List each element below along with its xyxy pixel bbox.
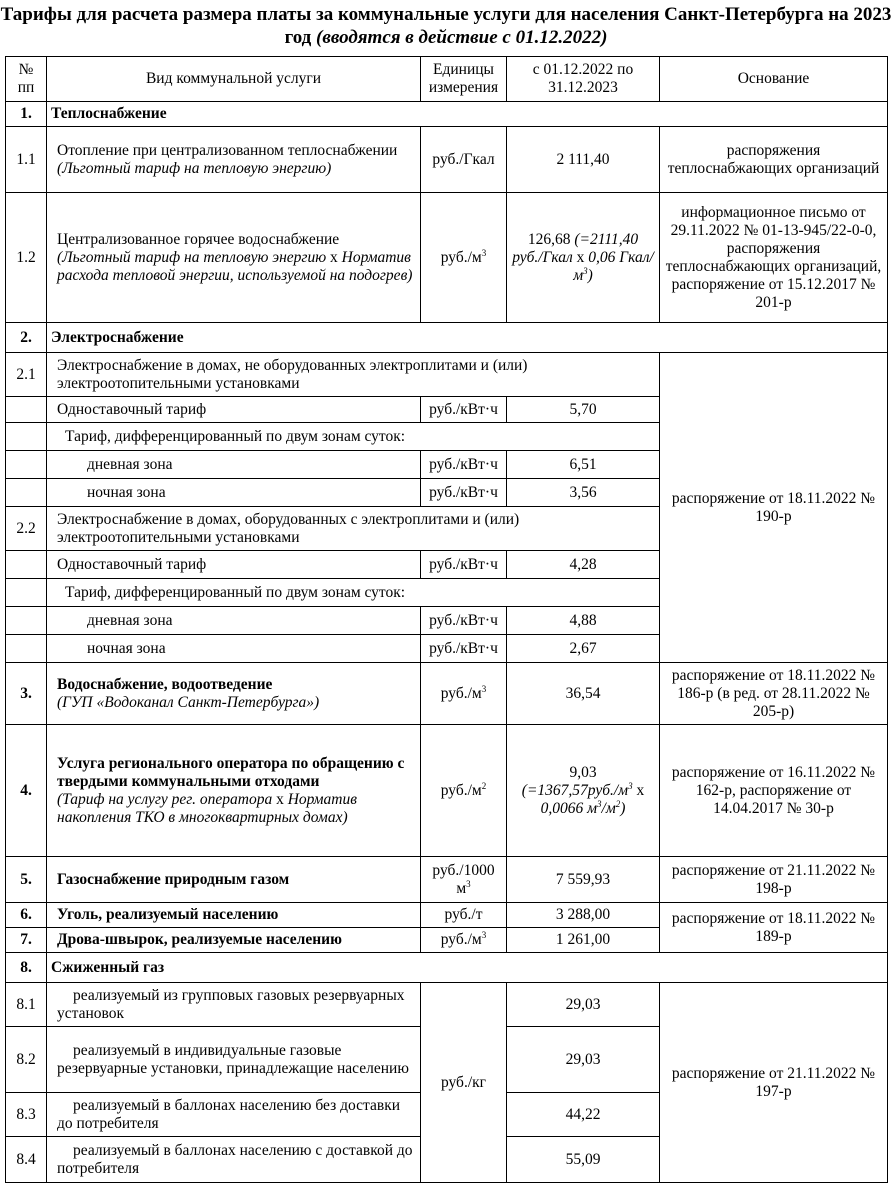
header-num: № пп — [6, 57, 47, 102]
table-row — [6, 353, 888, 397]
row-service — [47, 725, 421, 857]
row-num-empty — [6, 451, 47, 479]
row-unit — [421, 857, 507, 903]
row-value: 6,51 — [507, 451, 660, 479]
row-value: 3 288,00 — [507, 903, 660, 928]
row-unit: руб./кВт·ч — [421, 451, 507, 479]
header-period: с 01.12.2022 по 31.12.2023 — [507, 57, 660, 102]
row-num: 8.4 — [6, 1137, 47, 1183]
unit-text: руб./1000 м — [432, 861, 495, 897]
section-title: Сжиженный газ — [47, 953, 888, 983]
calc-text: 0,06 Гкал/м — [573, 248, 654, 284]
row-num-empty — [6, 397, 47, 423]
header-service: Вид коммунальной услуги — [47, 57, 421, 102]
section-title: Теплоснабжение — [47, 102, 888, 127]
unit-text: руб./м — [440, 248, 482, 266]
calc-sup: 3 — [628, 780, 633, 791]
row-service — [47, 1137, 421, 1183]
calc-text: (=2111,40 руб./Гкал — [512, 230, 639, 266]
row-service — [47, 983, 421, 1027]
section-num: 2. — [6, 323, 47, 353]
row-num: 8.3 — [6, 1093, 47, 1137]
row-value: 4,28 — [507, 551, 660, 579]
row-service: Тариф, дифференцированный по двум зонам суток: — [47, 423, 660, 451]
row-value: 2 111,40 — [507, 127, 660, 193]
row-basis: распоряжения теплоснабжающих организаций — [660, 127, 888, 193]
value-text: 9,03 — [569, 763, 597, 781]
row-basis: распоряжение от 21.11.2022 № 197-р — [660, 983, 888, 1183]
table-row — [6, 903, 888, 928]
unit-sup: 3 — [481, 929, 487, 940]
row-value: 2,67 — [507, 635, 660, 663]
row-num: 8.2 — [6, 1027, 47, 1093]
row-service — [47, 1027, 421, 1093]
row-num-empty — [6, 551, 47, 579]
row-num-empty — [6, 635, 47, 663]
row-service: Одноставочный тариф — [47, 551, 421, 579]
calc-end: ) — [620, 799, 626, 817]
row-service: Тариф, дифференцированный по двум зонам суток: — [47, 579, 660, 607]
row-service — [47, 663, 421, 725]
row-num: 7. — [6, 928, 47, 953]
row-unit — [421, 663, 507, 725]
row-value: 4,88 — [507, 607, 660, 635]
service-text: Централизованное горячее водоснабжение — [57, 230, 340, 248]
row-num: 1.1 — [6, 127, 47, 193]
calc-sup: 3 — [597, 798, 602, 809]
row-num-empty — [6, 607, 47, 635]
calc-text: 0,0066 м — [540, 799, 598, 817]
unit-sup: 3 — [466, 878, 471, 889]
row-service: Дрова-швырок, реализуемые населению — [47, 928, 421, 953]
row-basis: распоряжение от 18.11.2022 № 186-р (в ред. от 28.11.2022 № 205-р) — [660, 663, 888, 725]
service-note: (ГУП «Водоканал Санкт-Петербурга») — [57, 693, 320, 711]
unit-text: руб./м — [440, 781, 482, 799]
section-num: 8. — [6, 953, 47, 983]
row-value: 5,70 — [507, 397, 660, 423]
page-title — [0, 0, 892, 49]
table-header-row — [6, 57, 888, 102]
row-basis: распоряжение от 18.11.2022 № 190-р — [660, 353, 888, 663]
service-text: реализуемый в баллонах населению с доставкой до потребителя — [57, 1141, 413, 1177]
row-unit: руб./кВт·ч — [421, 635, 507, 663]
row-service: Одноставочный тариф — [47, 397, 421, 423]
unit-sup: 3 — [481, 683, 487, 694]
service-note: (Льготный тариф на тепловую энергию — [57, 248, 327, 266]
service-title: Водоснабжение, водоотведение — [57, 675, 273, 693]
multiply-sign: х — [636, 781, 645, 799]
calc-text: (=1367,57руб./м — [521, 781, 629, 799]
table-row — [6, 127, 888, 193]
service-text: реализуемый из групповых газовых резервуарных установок — [57, 986, 405, 1022]
row-service: Электроснабжение в домах, не оборудованных электроплитами и (или) электроотопительными установками — [47, 353, 660, 397]
unit-sup: 3 — [481, 247, 487, 258]
section-row — [6, 102, 888, 127]
service-text: Отопление при централизованном теплоснабжении — [57, 141, 398, 159]
row-unit: руб./кВт·ч — [421, 551, 507, 579]
row-basis: распоряжение от 18.11.2022 № 189-р — [660, 903, 888, 953]
unit-text: руб./м — [440, 684, 482, 702]
row-unit — [421, 725, 507, 857]
row-num: 3. — [6, 663, 47, 725]
row-value — [507, 725, 660, 857]
table-row — [6, 725, 888, 857]
title-note: (вводятся в действие с 01.12.2022) — [316, 27, 608, 48]
row-num: 5. — [6, 857, 47, 903]
row-service: Газоснабжение природным газом — [47, 857, 421, 903]
row-unit: руб./кг — [421, 983, 507, 1183]
row-service — [47, 127, 421, 193]
row-unit: руб./кВт·ч — [421, 479, 507, 507]
multiply-sign: х — [276, 790, 284, 808]
section-row — [6, 953, 888, 983]
row-num: 1.2 — [6, 193, 47, 323]
row-service: дневная зона — [47, 451, 421, 479]
row-num-empty — [6, 579, 47, 607]
table-row — [6, 663, 888, 725]
row-value: 55,09 — [507, 1137, 660, 1183]
row-service: дневная зона — [47, 607, 421, 635]
row-service — [47, 1093, 421, 1137]
row-unit: руб./Гкал — [421, 127, 507, 193]
row-value — [507, 193, 660, 323]
row-num: 4. — [6, 725, 47, 857]
row-num-empty — [6, 479, 47, 507]
table-row — [6, 857, 888, 903]
row-value: 44,22 — [507, 1093, 660, 1137]
row-num-empty — [6, 423, 47, 451]
row-basis: распоряжение от 16.11.2022 № 162-р, распоряжение от 14.04.2017 № 30-р — [660, 725, 888, 857]
row-num: 8.1 — [6, 983, 47, 1027]
service-note: (Тариф на услугу рег. оператора — [57, 790, 273, 808]
row-basis: информационное письмо от 29.11.2022 № 01-13-945/22-0-0, распоряжения теплоснабжающих организаций, распоряжение от 15.12.2017 № 201-р — [660, 193, 888, 323]
row-value: 29,03 — [507, 983, 660, 1027]
row-value: 3,56 — [507, 479, 660, 507]
section-row — [6, 323, 888, 353]
title-main: Тарифы для расчета размера платы за коммунальные услуги для населения Санкт-Петербурга на 2023 год — [0, 4, 892, 48]
calc-sup: 2 — [615, 798, 621, 809]
header-basis: Основание — [660, 57, 888, 102]
row-unit — [421, 193, 507, 323]
service-note: Норматив накопления ТКО в многоквартирных домах) — [57, 790, 357, 826]
service-text: реализуемый в индивидуальные газовые резервуарные установки, принадлежащие населению — [57, 1041, 409, 1077]
row-service: ночная зона — [47, 635, 421, 663]
table-row — [6, 983, 888, 1027]
row-num: 6. — [6, 903, 47, 928]
service-text: реализуемый в баллонах населению без доставки до потребителя — [57, 1096, 401, 1132]
row-basis: распоряжение от 21.11.2022 № 198-р — [660, 857, 888, 903]
unit-text: руб./м — [440, 931, 482, 948]
row-service — [47, 193, 421, 323]
row-value: 36,54 — [507, 663, 660, 725]
row-service: Электроснабжение в домах, оборудованных с электроплитами и (или) электроотопительными установками — [47, 507, 660, 551]
multiply-sign: х — [330, 248, 338, 266]
section-num: 1. — [6, 102, 47, 127]
row-num: 2.2 — [6, 507, 47, 551]
row-value: 1 261,00 — [507, 928, 660, 953]
unit-sup: 2 — [481, 780, 487, 791]
row-service: ночная зона — [47, 479, 421, 507]
service-title: Услуга регионального оператора по обращению с твердыми коммунальными отходами — [57, 754, 405, 790]
row-value: 7 559,93 — [507, 857, 660, 903]
row-service: Уголь, реализуемый населению — [47, 903, 421, 928]
header-unit: Единицы измерения — [421, 57, 507, 102]
row-num: 2.1 — [6, 353, 47, 397]
row-unit: руб./кВт·ч — [421, 607, 507, 635]
service-note: (Льготный тариф на тепловую энергию) — [57, 159, 332, 177]
value-text: 126,68 — [527, 230, 571, 248]
row-value: 29,03 — [507, 1027, 660, 1093]
calc-sup: 3 — [583, 265, 588, 276]
row-unit — [421, 928, 507, 953]
section-title: Электроснабжение — [47, 323, 888, 353]
multiply-sign: х — [576, 248, 585, 266]
row-unit: руб./т — [421, 903, 507, 928]
table-row — [6, 193, 888, 323]
row-unit: руб./кВт·ч — [421, 397, 507, 423]
tariff-table — [5, 56, 888, 1183]
calc-text: /м — [601, 799, 616, 817]
calc-end: ) — [587, 266, 593, 284]
service-note: Норматив расхода тепловой энергии, используемой на подогрев) — [57, 248, 413, 284]
